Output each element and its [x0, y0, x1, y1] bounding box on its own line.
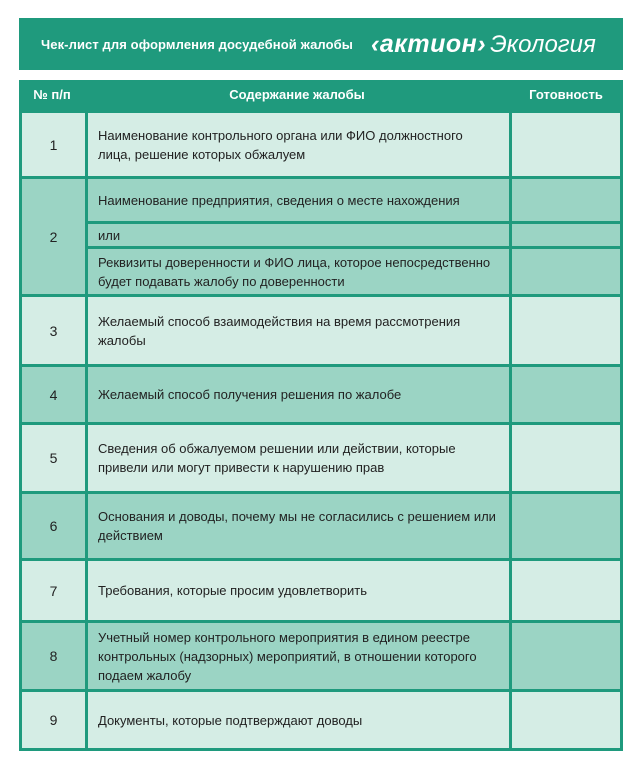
header-content: Содержание жалобы: [229, 87, 365, 102]
readiness-checkbox[interactable]: [512, 367, 620, 422]
row-content-text: Требования, которые просим удовлетворить: [98, 583, 367, 598]
readiness-checkbox[interactable]: [512, 561, 620, 620]
row-number: 4: [22, 367, 85, 422]
row-content-text: Желаемый способ взаимодействия на время рассмотрения жалобы: [98, 313, 461, 348]
row-number: 3: [22, 297, 85, 364]
header-banner: [19, 18, 623, 70]
readiness-checkbox[interactable]: [512, 692, 620, 748]
row-content-text: Сведения об обжалуемом решении или действии, которые привели или могут привести к нарушению прав: [98, 441, 456, 475]
readiness-checkbox[interactable]: [512, 623, 620, 689]
row-content: [88, 561, 509, 620]
brand-logo: [371, 29, 596, 60]
row-content: [88, 113, 509, 176]
row-number: 6: [22, 494, 85, 558]
row-content: [88, 425, 509, 491]
readiness-checkbox[interactable]: [512, 179, 620, 221]
row-content-text: или: [98, 227, 121, 243]
row-content-text: Основания и доводы, почему мы не согласились с решением или действием: [98, 509, 496, 543]
row-content-text: Наименование предприятия, сведения о месте нахождения: [98, 192, 460, 208]
row-number: 9: [22, 692, 85, 748]
row-content-text: Желаемый способ получения решения по жалобе: [98, 387, 402, 402]
row-number: 2: [22, 179, 85, 294]
row-content: [88, 367, 509, 422]
page-title: Чек-лист для оформления досудебной жалобы: [41, 37, 353, 52]
readiness-checkbox[interactable]: [512, 297, 620, 364]
row-content: [88, 224, 509, 246]
readiness-checkbox[interactable]: [512, 425, 620, 491]
row-number: 8: [22, 623, 85, 689]
header-ready: Готовность: [529, 87, 603, 102]
checklist-table: [19, 80, 623, 751]
brand-name: ‹актион›: [371, 30, 487, 58]
row-content: [88, 623, 509, 689]
row-content: [88, 179, 509, 221]
readiness-checkbox[interactable]: [512, 249, 620, 294]
row-content-text: Документы, которые подтверждают доводы: [98, 712, 363, 728]
row-content: [88, 494, 509, 558]
row-content: [88, 249, 509, 294]
readiness-checkbox[interactable]: [512, 224, 620, 246]
row-content-text: Наименование контрольного органа или ФИО должностного лица, решение которых обжалуем: [98, 127, 463, 162]
row-content-text: Реквизиты доверенности и ФИО лица, которое непосредственно будет подавать жалобу по доверенности: [98, 254, 491, 289]
row-content: [88, 692, 509, 748]
row-number: 5: [22, 425, 85, 491]
readiness-checkbox[interactable]: [512, 113, 620, 176]
brand-subtitle: Экология: [490, 31, 596, 58]
row-content-text: Учетный номер контрольного мероприятия в едином реестре контрольных (надзорных) мероприятий, в отношении которого подаем жалобу: [98, 629, 477, 683]
row-content: [88, 297, 509, 364]
row-number: 1: [22, 113, 85, 176]
header-num: № п/п: [33, 87, 71, 102]
row-number: 7: [22, 561, 85, 620]
readiness-checkbox[interactable]: [512, 494, 620, 558]
